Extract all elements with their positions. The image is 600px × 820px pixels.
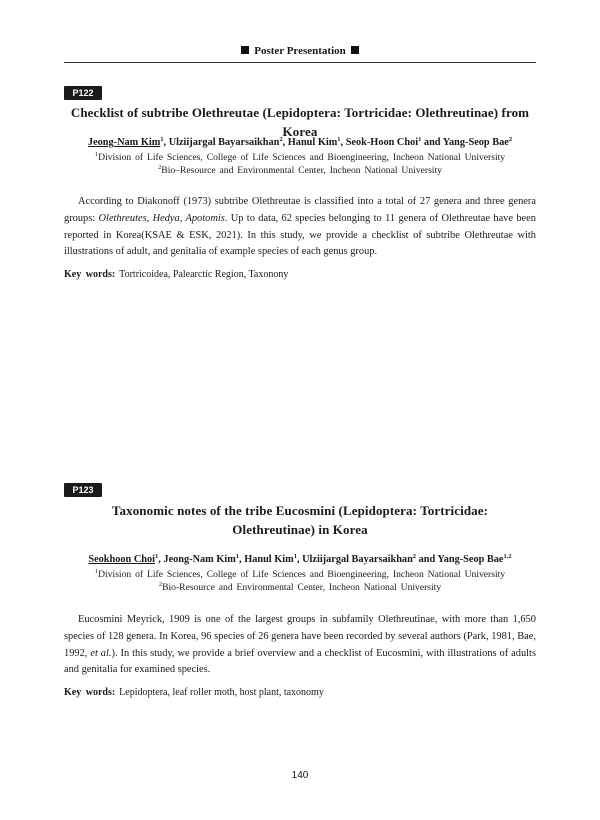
author-sup: 1 — [337, 136, 341, 143]
author-separator: , — [340, 137, 346, 148]
author-name: Seok-Hoon Choi — [345, 137, 419, 148]
affiliation-line — [64, 568, 536, 581]
affiliation-text: Division of Life Sciences, College of Life Sciences and Bioengineering, Incheon National University — [98, 569, 506, 580]
affiliation-text: Division of Life Sciences, College of Life Sciences and Bioengineering, Incheon National University — [98, 152, 506, 163]
poster-code-badge: P123 — [64, 483, 102, 497]
page-number: 140 — [291, 770, 309, 781]
author-sup: 1,2 — [503, 553, 512, 560]
keywords-label: Key words: — [64, 687, 116, 698]
affiliation-line — [64, 164, 536, 177]
author-list — [64, 553, 536, 567]
abstract-body — [64, 612, 536, 679]
author-sup: 1 — [418, 136, 422, 143]
affiliation-line — [64, 151, 536, 164]
abstract-italic: Olethreutes, Hedya, Apotomis — [98, 212, 225, 224]
author-name: Ulziijargal Bayarsaikhan — [302, 554, 413, 565]
keywords-line — [64, 686, 536, 700]
author-sup: 2 — [508, 136, 513, 143]
affiliation-text: Bio–Resource and Environmental Center, Incheon National University — [161, 165, 442, 176]
abstract-text: According to Diakonoff (1973) subtribe Olethreutae is classified into a total of 27 genera and three genera groups: — [64, 196, 536, 224]
author-sup: 1 — [155, 553, 159, 560]
author-sup: 2 — [412, 553, 417, 560]
author-sup: 1 — [293, 553, 297, 560]
author-separator: , — [158, 554, 164, 565]
header-label: Poster Presentation — [254, 45, 346, 57]
author-separator: and — [416, 554, 438, 565]
affiliation-sup: 2 — [158, 164, 162, 171]
square-bullet-icon — [241, 46, 249, 54]
abstract-text: ). In this study, we provide a brief overview and a checklist of Eucosmini, with illustrations of adults and genitalia for examined species. — [64, 647, 536, 676]
author-separator: , — [296, 554, 303, 565]
abstract-body — [64, 194, 536, 261]
author-sup: 1 — [160, 136, 164, 143]
author-sup: 1 — [235, 553, 240, 560]
keywords-label: Key words: — [64, 269, 116, 280]
author-separator: , — [282, 137, 288, 148]
keywords-text: Tortricoidea, Palearctic Region, Taxonony — [119, 269, 289, 280]
keywords-line — [64, 268, 536, 282]
author-name: Yang-Seop Bae — [437, 554, 504, 565]
author-name: Jeong-Nam Kim — [163, 554, 236, 565]
abstract-text: Eucosmini Meyrick, 1909 is one of the largest groups in subfamily Olethreutinae, with more than 1,650 species of 128 genera. In Korea, 96 species of 26 genera have been recorded by several authors (Park, 1981, Bae, 1992, — [64, 614, 536, 659]
author-separator: and — [421, 137, 443, 148]
author-separator: , — [239, 554, 245, 565]
author-name: Jeong-Nam Kim — [87, 137, 161, 148]
running-header — [64, 45, 536, 61]
abstract-italic: et al. — [90, 647, 112, 659]
abstract-title: Taxonomic notes of the tribe Eucosmini (Lepidoptera: Tortricidae: Olethreutinae) in Korea — [111, 503, 489, 537]
square-bullet-icon — [351, 46, 359, 54]
affiliation-sup: 1 — [94, 568, 99, 575]
author-separator: , — [163, 137, 169, 148]
author-name: Ulziijargal Bayarsaikhan — [168, 137, 280, 148]
keywords-text: Lepidoptera, leaf roller moth, host plant, taxonomy — [119, 687, 324, 698]
author-list — [64, 136, 536, 150]
author-name: Yang-Seop Bae — [442, 137, 509, 148]
affiliation-text: Bio-Resource and Environmental Center, Incheon National University — [162, 582, 442, 593]
author-name: Hanul Kim — [287, 137, 338, 148]
poster-code-badge: P122 — [64, 86, 102, 100]
header-rule — [64, 62, 536, 63]
abstract-text: . Up to data, 62 species belonging to 11 genera of Olethreutae have been reported in Korea(KSAE & ESK, 2021). In this study, we provide a checklist of subtribe Olethreutae with illustrations of adult, and genitalia of example species of each genus group. — [64, 212, 536, 258]
affiliation-sup: 1 — [94, 151, 99, 158]
author-sup: 2 — [279, 136, 283, 143]
abstract-title: Checklist of subtribe Olethreutae (Lepidoptera: Tortricidae: Olethreutinae) from Korea — [70, 105, 530, 139]
author-name: Seokhoon Choi — [88, 554, 156, 565]
affiliation-line — [64, 581, 536, 594]
affiliation-sup: 2 — [158, 581, 163, 588]
author-name: Hanul Kim — [244, 554, 294, 565]
